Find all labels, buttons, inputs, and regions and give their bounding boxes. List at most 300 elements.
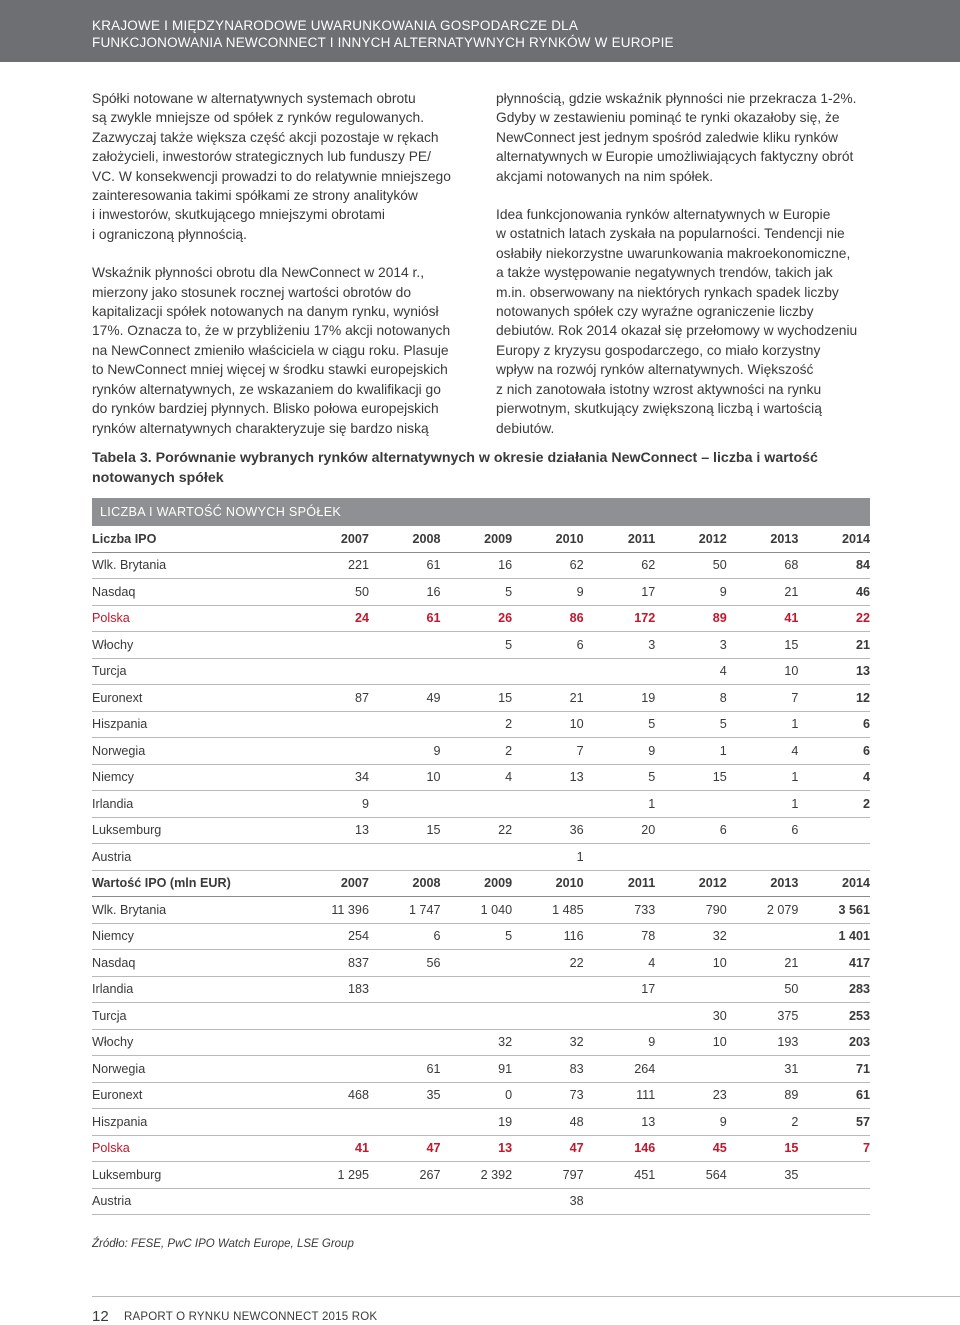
- table-cell: 15: [369, 817, 441, 844]
- footer-divider: [92, 1296, 960, 1297]
- table-cell: 22: [441, 817, 513, 844]
- table-cell: 15: [727, 1135, 799, 1162]
- text-line: mierzony jako stosunek rocznej wartości obrotów do: [92, 284, 412, 300]
- text-line: m.in. obserwowany na niektórych rynkach spadek liczby: [496, 284, 839, 300]
- table-cell: 375: [727, 1003, 799, 1030]
- header-title-line-2: FUNKCJONOWANIA NEWCONNECT I INNYCH ALTERNATYWNYCH RYNKÓW W EUROPIE: [92, 35, 674, 50]
- table-cell: 267: [369, 1162, 441, 1189]
- table-row: [92, 1188, 870, 1215]
- table-cell: 56: [369, 950, 441, 977]
- text-line: rynków alternatywnych charakteryzuje się bardzo niską: [92, 420, 429, 436]
- table-cell: [798, 844, 870, 871]
- table-cell: [297, 844, 369, 871]
- row-label: Norwegia: [92, 1056, 297, 1083]
- table-cell: [297, 658, 369, 685]
- table-cell: 1 401: [798, 923, 870, 950]
- row-label: Euronext: [92, 685, 297, 712]
- table-cell: [441, 976, 513, 1003]
- table-cell: 1 295: [297, 1162, 369, 1189]
- table-cell: [297, 632, 369, 659]
- table-cell: [297, 711, 369, 738]
- table-cell: 2012: [655, 526, 727, 552]
- table-row: [92, 632, 870, 659]
- table-cell: [369, 1029, 441, 1056]
- table-cell: 2 392: [441, 1162, 513, 1189]
- caption-text-line-2: notowanych spółek: [92, 470, 224, 486]
- footer-title: RAPORT O RYNKU NEWCONNECT 2015 ROK: [124, 1311, 378, 1323]
- table-header-row: [92, 526, 870, 552]
- table-cell: 83: [512, 1056, 584, 1083]
- table-cell: [441, 658, 513, 685]
- table-row: [92, 579, 870, 606]
- table-cell: 2: [441, 738, 513, 765]
- table-cell: 6: [798, 738, 870, 765]
- table-row: [92, 1135, 870, 1162]
- table-row: [92, 552, 870, 579]
- table-cell: 9: [369, 738, 441, 765]
- table-cell: [798, 817, 870, 844]
- text-line: debiutów. Rok 2014 okazał się przełomowy w wychodzeniu: [496, 323, 858, 339]
- left-text-column: [92, 89, 482, 438]
- table-cell: 564: [655, 1162, 727, 1189]
- table-cell: 10: [727, 658, 799, 685]
- table-cell: 71: [798, 1056, 870, 1083]
- text-line: w ostatnich latach zyskała na popularności. Tendencji nie: [496, 226, 845, 242]
- table-cell: 48: [512, 1109, 584, 1136]
- table-row: [92, 791, 870, 818]
- table-cell: 32: [441, 1029, 513, 1056]
- text-line: zainteresowania takimi spółkami ze strony analityków: [92, 188, 418, 204]
- table-cell: 2009: [441, 870, 513, 897]
- table-cell: 34: [297, 764, 369, 791]
- table-cell: 47: [512, 1135, 584, 1162]
- table-cell: 13: [297, 817, 369, 844]
- table-cell: 6: [655, 817, 727, 844]
- text-line: a także występowanie negatywnych trendów, takich jak: [496, 265, 833, 281]
- table-row: [92, 685, 870, 712]
- table-cell: 183: [297, 976, 369, 1003]
- table-cell: 17: [584, 976, 656, 1003]
- table-cell: 1: [727, 711, 799, 738]
- row-label: Polska: [92, 605, 297, 632]
- table-cell: 50: [655, 552, 727, 579]
- table-cell: 9: [297, 791, 369, 818]
- table-cell: 35: [727, 1162, 799, 1189]
- text-line: akcjami notowanych na nim spółek.: [496, 168, 714, 184]
- table-cell: 203: [798, 1029, 870, 1056]
- table-cell: [369, 1188, 441, 1215]
- table-cell: 20: [584, 817, 656, 844]
- table-title-row: [92, 498, 870, 526]
- row-label: Luksemburg: [92, 1162, 297, 1189]
- table-cell: 797: [512, 1162, 584, 1189]
- table-cell: 1: [727, 764, 799, 791]
- table-cell: [727, 923, 799, 950]
- table-cell: [798, 1188, 870, 1215]
- table-cell: [798, 1162, 870, 1189]
- table-cell: 49: [369, 685, 441, 712]
- table-cell: 15: [655, 764, 727, 791]
- table-cell: 10: [369, 764, 441, 791]
- table-row: [92, 1162, 870, 1189]
- source-note: Źródło: FESE, PwC IPO Watch Europe, LSE Group: [92, 1238, 354, 1250]
- table-cell: 790: [655, 897, 727, 924]
- table-cell: 3: [655, 632, 727, 659]
- table-cell: 2013: [727, 870, 799, 897]
- row-label: Włochy: [92, 632, 297, 659]
- table-row: [92, 1082, 870, 1109]
- table-title: LICZBA I WARTOŚĆ NOWYCH SPÓŁEK: [92, 498, 870, 526]
- header-band: [0, 0, 960, 62]
- table-cell: 36: [512, 817, 584, 844]
- table-cell: 2: [441, 711, 513, 738]
- text-line: Zazwyczaj także większa część akcji pozostaje w rękach: [92, 129, 439, 145]
- table-cell: 6: [798, 711, 870, 738]
- table-cell: 2013: [727, 526, 799, 552]
- table-cell: 7: [727, 685, 799, 712]
- table-cell: 733: [584, 897, 656, 924]
- table-cell: 12: [798, 685, 870, 712]
- table-cell: 468: [297, 1082, 369, 1109]
- text-line: rynków alternatywnych, ze wskazaniem do kwalifikacji go: [92, 381, 441, 397]
- text-line: osłabiły niekorzystne uwarunkowania makroekonomiczne,: [496, 245, 851, 261]
- table-cell: 2007: [297, 526, 369, 552]
- table-cell: 2 079: [727, 897, 799, 924]
- table-cell: 6: [512, 632, 584, 659]
- table-cell: 13: [441, 1135, 513, 1162]
- table-cell: 78: [584, 923, 656, 950]
- right-paragraph-2: [496, 205, 886, 438]
- row-label: Niemcy: [92, 923, 297, 950]
- table-cell: 84: [798, 552, 870, 579]
- text-line: płynnością, gdzie wskaźnik płynności nie przekracza 1-2%.: [496, 91, 857, 106]
- table-cell: 50: [727, 976, 799, 1003]
- table-cell: 61: [369, 1056, 441, 1083]
- table-cell: [297, 1109, 369, 1136]
- table-cell: 13: [512, 764, 584, 791]
- table-cell: 4: [727, 738, 799, 765]
- table-cell: 5: [584, 711, 656, 738]
- table-cell: [297, 1003, 369, 1030]
- table-cell: 24: [297, 605, 369, 632]
- table-cell: 89: [655, 605, 727, 632]
- text-line: Spółki notowane w alternatywnych systemach obrotu: [92, 91, 416, 106]
- table-cell: 50: [297, 579, 369, 606]
- table-cell: [512, 658, 584, 685]
- text-line: debiutów.: [496, 420, 555, 436]
- table-cell: 1 747: [369, 897, 441, 924]
- table-cell: [584, 1188, 656, 1215]
- left-paragraph-1: [92, 89, 482, 244]
- table-cell: 193: [727, 1029, 799, 1056]
- table-cell: 2011: [584, 526, 656, 552]
- table-cell: 31: [727, 1056, 799, 1083]
- table-cell: 1: [584, 791, 656, 818]
- table-cell: 47: [369, 1135, 441, 1162]
- table-header-row: [92, 870, 870, 897]
- text-line: Idea funkcjonowania rynków alternatywnych w Europie: [496, 207, 831, 223]
- table-cell: 2010: [512, 870, 584, 897]
- table-row: [92, 711, 870, 738]
- text-line: wpływ na rozwój rynków alternatywnych. Większość: [496, 362, 814, 378]
- table-cell: 21: [727, 579, 799, 606]
- table-cell: 2010: [512, 526, 584, 552]
- table-cell: 61: [369, 552, 441, 579]
- table-cell: 221: [297, 552, 369, 579]
- row-label: Luksemburg: [92, 817, 297, 844]
- table-cell: 283: [798, 976, 870, 1003]
- table-cell: 6: [369, 923, 441, 950]
- table-cell: 4: [798, 764, 870, 791]
- table-cell: [655, 791, 727, 818]
- table-cell: 2011: [584, 870, 656, 897]
- text-line: założycieli, inwestorów strategicznych lub funduszy PE/: [92, 149, 431, 165]
- table-cell: 21: [727, 950, 799, 977]
- table-cell: 46: [798, 579, 870, 606]
- right-paragraph-1: [496, 89, 886, 186]
- text-line: są zwykle mniejsze od spółek z rynków regulowanych.: [92, 110, 425, 126]
- table-cell: [655, 976, 727, 1003]
- table-cell: 23: [655, 1082, 727, 1109]
- table-cell: [512, 1003, 584, 1030]
- table-cell: 10: [655, 950, 727, 977]
- text-line: to NewConnect mniej więcej w środku stawki europejskich: [92, 362, 448, 378]
- table-cell: 16: [369, 579, 441, 606]
- table-cell: [297, 1188, 369, 1215]
- table-cell: 19: [441, 1109, 513, 1136]
- table-cell: 13: [584, 1109, 656, 1136]
- row-label: Wlk. Brytania: [92, 552, 297, 579]
- table-cell: [369, 844, 441, 871]
- table-cell: 10: [655, 1029, 727, 1056]
- page-number: 12: [92, 1308, 109, 1325]
- table-cell: 21: [798, 632, 870, 659]
- table-cell: [655, 1188, 727, 1215]
- text-line: pierwotnym, skutkujący zwiększoną liczbą i wartością: [496, 401, 822, 417]
- header-title-line-1: KRAJOWE I MIĘDZYNARODOWE UWARUNKOWANIA GOSPODARCZE DLA: [92, 18, 579, 33]
- table-cell: 6: [727, 817, 799, 844]
- table-cell: 5: [584, 764, 656, 791]
- table-cell: 2012: [655, 870, 727, 897]
- table-cell: 16: [441, 552, 513, 579]
- table-cell: 86: [512, 605, 584, 632]
- table-row: [92, 658, 870, 685]
- table-cell: 417: [798, 950, 870, 977]
- table-cell: [369, 1003, 441, 1030]
- table-cell: [441, 844, 513, 871]
- text-line: i inwestorów, skutkującego mniejszymi obrotami: [92, 207, 385, 223]
- table-cell: 15: [727, 632, 799, 659]
- table-cell: [727, 1188, 799, 1215]
- table-cell: 253: [798, 1003, 870, 1030]
- row-label: Norwegia: [92, 738, 297, 765]
- left-paragraph-2: [92, 263, 482, 438]
- table-cell: 4: [584, 950, 656, 977]
- table-cell: [441, 1188, 513, 1215]
- table-cell: 9: [584, 738, 656, 765]
- table-cell: 62: [512, 552, 584, 579]
- table-cell: 22: [512, 950, 584, 977]
- row-label: Polska: [92, 1135, 297, 1162]
- table-cell: [727, 844, 799, 871]
- table-cell: 2014: [798, 870, 870, 897]
- table-row: [92, 844, 870, 871]
- text-line: Gdyby w zestawieniu pominąć te rynki okazałoby się, że: [496, 110, 840, 126]
- text-line: z nich zanotowała istotny wzrost aktywności na rynku: [496, 381, 822, 397]
- row-label: Niemcy: [92, 764, 297, 791]
- table-cell: 41: [727, 605, 799, 632]
- row-label: Turcja: [92, 658, 297, 685]
- table-cell: [297, 1056, 369, 1083]
- table-cell: 3 561: [798, 897, 870, 924]
- table-cell: [369, 1109, 441, 1136]
- table-cell: [369, 658, 441, 685]
- table-cell: 1: [727, 791, 799, 818]
- table-cell: [369, 791, 441, 818]
- table-cell: 2009: [441, 526, 513, 552]
- table-cell: [441, 1003, 513, 1030]
- table-cell: 0: [441, 1082, 513, 1109]
- table-cell: 4: [655, 658, 727, 685]
- table-cell: 13: [798, 658, 870, 685]
- caption-label: Tabela 3.: [92, 450, 152, 466]
- table-cell: [512, 791, 584, 818]
- table-cell: 35: [369, 1082, 441, 1109]
- table-cell: 21: [512, 685, 584, 712]
- table-cell: 4: [441, 764, 513, 791]
- table-cell: [297, 738, 369, 765]
- table-cell: [369, 632, 441, 659]
- row-label: Irlandia: [92, 791, 297, 818]
- table-cell: [584, 658, 656, 685]
- text-line: alternatywnych w Europie umożliwiających faktyczny obrót: [496, 149, 854, 165]
- table-cell: 2: [798, 791, 870, 818]
- table-cell: 45: [655, 1135, 727, 1162]
- table-cell: 5: [441, 632, 513, 659]
- table-cell: 172: [584, 605, 656, 632]
- table-cell: 254: [297, 923, 369, 950]
- table-cell: 451: [584, 1162, 656, 1189]
- table-cell: 62: [584, 552, 656, 579]
- row-label: Nasdaq: [92, 579, 297, 606]
- ipo-comparison-table: [92, 498, 870, 1215]
- table-row: [92, 923, 870, 950]
- table-cell: 9: [655, 1109, 727, 1136]
- table-cell: 15: [441, 685, 513, 712]
- row-label: Turcja: [92, 1003, 297, 1030]
- table-row: [92, 897, 870, 924]
- table-cell: 89: [727, 1082, 799, 1109]
- text-line: VC. W konsekwencji prowadzi to do relatywnie mniejszego: [92, 168, 451, 184]
- table-cell: 87: [297, 685, 369, 712]
- table-cell: [584, 844, 656, 871]
- table-cell: [441, 791, 513, 818]
- table-cell: 7: [798, 1135, 870, 1162]
- text-line: i ograniczoną płynnością.: [92, 226, 247, 242]
- table-cell: 22: [798, 605, 870, 632]
- table-cell: [369, 976, 441, 1003]
- row-label: Liczba IPO: [92, 526, 297, 552]
- table-cell: 2007: [297, 870, 369, 897]
- table-cell: 146: [584, 1135, 656, 1162]
- table-cell: 8: [655, 685, 727, 712]
- text-line: notowanych spółek czy wyraźne ograniczenie liczby: [496, 304, 814, 320]
- table-cell: 7: [512, 738, 584, 765]
- table-cell: 11 396: [297, 897, 369, 924]
- table-cell: 116: [512, 923, 584, 950]
- table-cell: 68: [727, 552, 799, 579]
- table-cell: 32: [655, 923, 727, 950]
- table-cell: [297, 1029, 369, 1056]
- row-label: Hiszpania: [92, 1109, 297, 1136]
- table-cell: [369, 711, 441, 738]
- table-cell: 1 040: [441, 897, 513, 924]
- table-row: [92, 950, 870, 977]
- table-cell: 1 485: [512, 897, 584, 924]
- row-label: Wlk. Brytania: [92, 897, 297, 924]
- table-cell: 32: [512, 1029, 584, 1056]
- table-row: [92, 1029, 870, 1056]
- table-cell: 41: [297, 1135, 369, 1162]
- table-cell: 2008: [369, 870, 441, 897]
- table-cell: [584, 1003, 656, 1030]
- table-row: [92, 817, 870, 844]
- table-cell: 5: [441, 579, 513, 606]
- table-caption: [92, 448, 872, 488]
- table-cell: 26: [441, 605, 513, 632]
- text-line: Europy z kryzysu gospodarczego, co miało korzystny: [496, 342, 821, 358]
- table-cell: [441, 950, 513, 977]
- table-cell: 2014: [798, 526, 870, 552]
- table-cell: 5: [655, 711, 727, 738]
- table-cell: 2008: [369, 526, 441, 552]
- row-label: Wartość IPO (mln EUR): [92, 870, 297, 897]
- table-cell: 9: [512, 579, 584, 606]
- table-cell: 264: [584, 1056, 656, 1083]
- text-line: 17%. Oznacza to, że w przybliżeniu 17% akcji notowanych: [92, 323, 451, 339]
- text-line: NewConnect jest jednym spośród zaledwie kliku rynków: [496, 129, 839, 145]
- table-row: [92, 1003, 870, 1030]
- row-label: Austria: [92, 1188, 297, 1215]
- text-line: kapitalizacji spółek notowanych na danym rynku, wyniósł: [92, 304, 439, 320]
- right-text-column: [496, 89, 886, 438]
- table-cell: 837: [297, 950, 369, 977]
- text-line: do rynków bardziej płynnych. Blisko połowa europejskich: [92, 401, 439, 417]
- table-cell: 73: [512, 1082, 584, 1109]
- row-label: Austria: [92, 844, 297, 871]
- table-cell: 91: [441, 1056, 513, 1083]
- row-label: Irlandia: [92, 976, 297, 1003]
- row-label: Włochy: [92, 1029, 297, 1056]
- text-line: na NewConnect zmieniło właściciela w ciągu roku. Plasuje: [92, 342, 449, 358]
- table-row: [92, 1109, 870, 1136]
- table-cell: 61: [369, 605, 441, 632]
- table-cell: 10: [512, 711, 584, 738]
- table-row: [92, 976, 870, 1003]
- table-cell: 2: [727, 1109, 799, 1136]
- table-cell: 38: [512, 1188, 584, 1215]
- table-cell: [512, 976, 584, 1003]
- row-label: Euronext: [92, 1082, 297, 1109]
- row-label: Hiszpania: [92, 711, 297, 738]
- table-cell: 57: [798, 1109, 870, 1136]
- table-cell: 5: [441, 923, 513, 950]
- table-cell: 1: [512, 844, 584, 871]
- table-row: [92, 1056, 870, 1083]
- text-line: Wskaźnik płynności obrotu dla NewConnect w 2014 r.,: [92, 265, 425, 281]
- table-row: [92, 738, 870, 765]
- table-cell: 3: [584, 632, 656, 659]
